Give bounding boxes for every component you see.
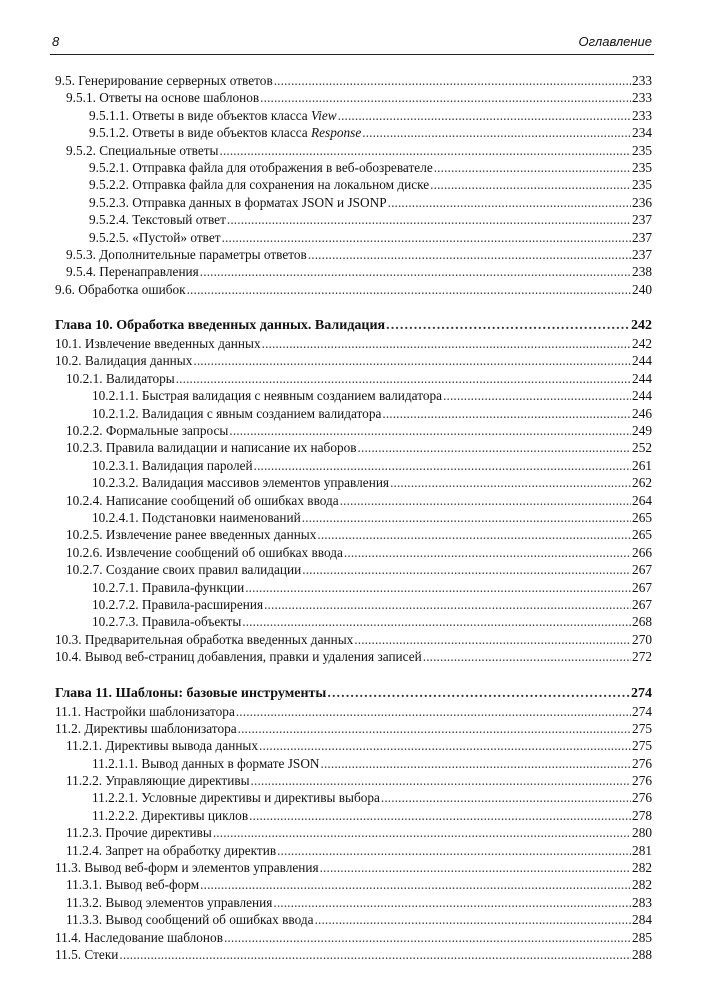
toc-page-number: 272: [632, 649, 652, 665]
toc-entry-label: 9.5.4. Перенаправления: [66, 264, 199, 280]
dot-leader: [262, 335, 631, 352]
toc-entry-label: 11.4. Наследование шаблонов: [55, 929, 223, 945]
dot-leader: [434, 159, 631, 176]
toc-page-number: 252: [632, 440, 652, 456]
toc-entry-label: 9.5.2.1. Отправка файла для отображения в веб-обозревателе: [89, 159, 433, 175]
dot-leader: [200, 876, 631, 893]
dot-leader: [443, 387, 631, 404]
toc-page-number: 234: [632, 125, 652, 141]
toc-entry: [55, 405, 652, 422]
toc-entry: [55, 579, 652, 596]
dot-leader: [302, 561, 631, 578]
dot-leader: [242, 613, 631, 630]
toc-entry-label: 9.5.1. Ответы на основе шаблонов: [66, 90, 260, 106]
toc-entry: [55, 789, 652, 806]
toc-page-number: 267: [632, 562, 652, 578]
toc-page-number: 242: [632, 336, 652, 352]
toc-entry-label: 11.1. Настройки шаблонизатора: [55, 703, 235, 719]
dot-leader: [381, 789, 631, 806]
toc-page-number: 268: [632, 614, 652, 630]
dot-leader: [327, 684, 630, 703]
toc-entry: [55, 737, 652, 754]
toc-entry-label: 11.2.3. Прочие директивы: [66, 825, 212, 841]
dot-leader: [249, 807, 631, 824]
toc-entry-label: 9.6. Обработка ошибок: [55, 281, 186, 297]
toc-page-number: 237: [632, 212, 652, 228]
toc-entry: [55, 755, 652, 772]
dot-leader: [317, 526, 631, 543]
dot-leader: [390, 474, 631, 491]
dot-leader: [344, 544, 631, 561]
toc-entry-label: Глава 10. Обработка введенных данных. Валидация: [55, 318, 386, 334]
toc-entry: [55, 946, 652, 963]
toc-page-number: 265: [632, 527, 652, 543]
toc-page-number: 237: [632, 246, 652, 262]
toc-entry-label: 10.2.4. Написание сообщений об ошибках ввода: [66, 492, 339, 508]
toc-page-number: 235: [632, 177, 652, 193]
toc-entry-label: 11.3.3. Вывод сообщений об ошибках ввода: [66, 912, 314, 928]
toc-entry: [55, 422, 652, 439]
toc-entry: [55, 107, 652, 124]
toc-entry: [55, 263, 652, 280]
dot-leader: [315, 911, 631, 928]
toc-page-number: 274: [632, 703, 652, 719]
toc-page-number: 288: [632, 946, 652, 962]
toc-page-number: 261: [632, 457, 652, 473]
toc-entry-label: 11.2.4. Запрет на обработку директив: [66, 842, 277, 858]
toc-entry-label: 10.2.1.2. Валидация с явным созданием валидатора: [92, 405, 382, 421]
dot-leader: [236, 703, 631, 720]
dot-leader: [354, 631, 631, 648]
toc-page-number: 265: [632, 509, 652, 525]
toc-entry: [55, 159, 652, 176]
toc-page-number: 244: [632, 388, 652, 404]
toc-chapter-entry: [55, 684, 652, 703]
dot-leader: [222, 229, 631, 246]
page-header: [50, 34, 654, 55]
toc-entry: [55, 509, 652, 526]
toc-chapter-entry: [55, 316, 652, 335]
dot-leader: [308, 246, 631, 263]
toc-entry-label: 11.3. Вывод веб-форм и элементов управления: [55, 860, 319, 876]
toc-page-number: 278: [632, 807, 652, 823]
toc-entry-label: 9.5.2.4. Текстовый ответ: [89, 212, 226, 228]
toc-entry-label: 10.2.2. Формальные запросы: [66, 423, 229, 439]
toc-page-number: 233: [632, 73, 652, 88]
toc-entry-label: 10.2.3.1. Валидация паролей: [92, 457, 253, 473]
toc-page-number: 274: [631, 685, 652, 701]
toc-entry: [55, 229, 652, 246]
toc-entry: [55, 631, 652, 648]
toc-page-number: 240: [632, 281, 652, 297]
toc-entry-label: 11.2.2.1. Условные директивы и директивы выбора: [92, 790, 380, 806]
dot-leader: [302, 509, 631, 526]
toc-entry: [55, 807, 652, 824]
toc-entry-label-italic: View: [311, 107, 337, 123]
toc-entry-label: 9.5. Генерирование серверных ответов: [55, 73, 273, 88]
toc-entry: [55, 474, 652, 491]
toc-page-number: 282: [632, 860, 652, 876]
toc-page-number: 283: [632, 894, 652, 910]
toc-entry: [55, 194, 652, 211]
toc-entry: [55, 894, 652, 911]
toc-page-number: 235: [632, 159, 652, 175]
toc-page-number: 233: [632, 90, 652, 106]
dot-leader: [220, 142, 632, 159]
toc-entry: [55, 596, 652, 613]
toc-entry-label: 10.2.1.1. Быстрая валидация с неявным созданием валидатора: [92, 388, 443, 404]
dot-leader: [362, 124, 631, 141]
dot-leader: [388, 194, 631, 211]
table-of-contents: [55, 72, 652, 963]
toc-entry: [55, 859, 652, 876]
dot-leader: [238, 720, 631, 737]
toc-entry: [55, 561, 652, 578]
dot-leader: [277, 842, 631, 859]
dot-leader: [260, 89, 631, 106]
toc-entry: [55, 720, 652, 737]
toc-entry: [55, 842, 652, 859]
toc-page-number: 285: [632, 929, 652, 945]
dot-leader: [229, 422, 631, 439]
toc-entry: [55, 439, 652, 456]
toc-entry: [55, 492, 652, 509]
toc-page-number: 246: [632, 405, 652, 421]
dot-leader: [213, 824, 631, 841]
toc-entry: [55, 387, 652, 404]
dot-leader: [264, 596, 631, 613]
dot-leader: [273, 894, 631, 911]
toc-page-number: 266: [632, 544, 652, 560]
toc-entry: [55, 142, 652, 159]
toc-entry: [55, 124, 652, 141]
toc-page-number: 238: [632, 264, 652, 280]
toc-entry: [55, 526, 652, 543]
toc-entry: [55, 281, 652, 298]
toc-page-number: 249: [632, 423, 652, 439]
toc-page-number: 233: [632, 107, 652, 123]
toc-entry-label: 11.3.2. Вывод элементов управления: [66, 894, 273, 910]
toc-entry-label: 9.5.2.2. Отправка файла для сохранения на локальном диске: [89, 177, 430, 193]
dot-leader: [423, 648, 631, 665]
toc-page-number: 242: [631, 318, 652, 334]
toc-entry-label: 10.2.7. Создание своих правил валидации: [66, 562, 302, 578]
toc-entry-label: 9.5.1.1. Ответы в виде объектов класса: [89, 107, 312, 123]
toc-entry: [55, 876, 652, 893]
dot-leader: [254, 457, 631, 474]
toc-entry: [55, 911, 652, 928]
dot-leader: [320, 859, 631, 876]
dot-leader: [274, 72, 631, 89]
toc-entry-label: 10.3. Предварительная обработка введенных данных: [55, 631, 354, 647]
dot-leader: [430, 176, 631, 193]
toc-entry-label: 10.2.3.2. Валидация массивов элементов управления: [92, 475, 390, 491]
toc-entry-label: 10.2.1. Валидаторы: [66, 370, 175, 386]
toc-entry: [55, 929, 652, 946]
toc-entry-label: 11.2.2.2. Директивы циклов: [92, 807, 249, 823]
toc-page-number: 276: [632, 773, 652, 789]
toc-entry: [55, 648, 652, 665]
dot-leader: [200, 263, 631, 280]
toc-entry: [55, 211, 652, 228]
toc-page-number: 236: [632, 194, 652, 210]
toc-page-number: 276: [632, 755, 652, 771]
toc-entry: [55, 772, 652, 789]
dot-leader: [259, 737, 631, 754]
toc-entry-label: 10.2.7.3. Правила-объекты: [92, 614, 242, 630]
toc-page-number: 270: [632, 631, 652, 647]
toc-entry: [55, 335, 652, 352]
toc-entry: [55, 176, 652, 193]
toc-page-number: 244: [632, 353, 652, 369]
dot-leader: [224, 929, 631, 946]
dot-leader: [338, 107, 631, 124]
dot-leader: [119, 946, 631, 963]
toc-entry-label: 10.1. Извлечение введенных данных: [55, 336, 261, 352]
dot-leader: [187, 281, 631, 298]
toc-page-number: 280: [632, 825, 652, 841]
toc-entry-label: 10.2.3. Правила валидации и написание их наборов: [66, 440, 357, 456]
toc-entry-label: 10.4. Вывод веб-страниц добавления, правки и удаления записей: [55, 649, 422, 665]
toc-page-number: 276: [632, 790, 652, 806]
running-title: Оглавление: [578, 34, 652, 49]
toc-entry-label: 9.5.2.3. Отправка данных в форматах JSON и JSONP: [89, 194, 387, 210]
toc-entry-label: 11.3.1. Вывод веб-форм: [66, 877, 200, 893]
toc-entry: [55, 72, 652, 89]
toc-page-number: 282: [632, 877, 652, 893]
toc-entry: [55, 89, 652, 106]
toc-entry-label: 11.2.1. Директивы вывода данных: [66, 738, 259, 754]
toc-page-number: 244: [632, 370, 652, 386]
dot-leader: [321, 755, 632, 772]
toc-entry-label: 10.2.7.2. Правила-расширения: [92, 596, 264, 612]
toc-entry: [55, 613, 652, 630]
page-number: 8: [52, 34, 60, 49]
toc-entry: [55, 370, 652, 387]
dot-leader: [193, 352, 631, 369]
toc-entry-label: 10.2. Валидация данных: [55, 353, 193, 369]
dot-leader: [358, 439, 632, 456]
dot-leader: [382, 405, 631, 422]
toc-entry-label-wrap: [89, 107, 337, 124]
toc-entry: [55, 246, 652, 263]
toc-entry-label: 10.2.4.1. Подстановки наименований: [92, 509, 301, 525]
toc-page-number: 235: [632, 142, 652, 158]
toc-entry-label: 9.5.3. Дополнительные параметры ответов: [66, 246, 307, 262]
toc-page-number: 281: [632, 842, 652, 858]
toc-entry-label: 11.5. Стеки: [55, 946, 119, 962]
toc-page-number: 284: [632, 912, 652, 928]
toc-entry-label-italic: Response: [311, 125, 362, 141]
toc-page-number: 275: [632, 720, 652, 736]
toc-entry-label-wrap: [89, 124, 361, 141]
toc-entry-label: 11.2.2. Управляющие директивы: [66, 773, 250, 789]
toc-page-number: 264: [632, 492, 652, 508]
toc-entry: [55, 703, 652, 720]
toc-entry-label: 11.2.1.1. Вывод данных в формате JSON: [92, 755, 320, 771]
dot-leader: [245, 579, 631, 596]
toc-entry: [55, 457, 652, 474]
toc-entry-label: Глава 11. Шаблоны: базовые инструменты: [55, 685, 327, 701]
toc-page-number: 267: [632, 579, 652, 595]
dot-leader: [251, 772, 632, 789]
toc-page-number: 275: [632, 738, 652, 754]
toc-entry: [55, 352, 652, 369]
toc-page-number: 237: [632, 229, 652, 245]
dot-leader: [386, 316, 630, 335]
toc-entry: [55, 544, 652, 561]
toc-entry-label: 11.2. Директивы шаблонизатора: [55, 720, 237, 736]
toc-page-number: 262: [632, 475, 652, 491]
toc-page-number: 267: [632, 596, 652, 612]
toc-entry: [55, 824, 652, 841]
dot-leader: [340, 492, 631, 509]
toc-entry-label: 9.5.1.2. Ответы в виде объектов класса: [89, 125, 312, 141]
toc-entry-label: 9.5.2.5. «Пустой» ответ: [89, 229, 221, 245]
dot-leader: [227, 211, 631, 228]
dot-leader: [176, 370, 631, 387]
toc-entry-label: 10.2.5. Извлечение ранее введенных данных: [66, 527, 317, 543]
toc-entry-label: 10.2.7.1. Правила-функции: [92, 579, 245, 595]
toc-entry-label: 9.5.2. Специальные ответы: [66, 142, 219, 158]
toc-entry-label: 10.2.6. Извлечение сообщений об ошибках ввода: [66, 544, 343, 560]
